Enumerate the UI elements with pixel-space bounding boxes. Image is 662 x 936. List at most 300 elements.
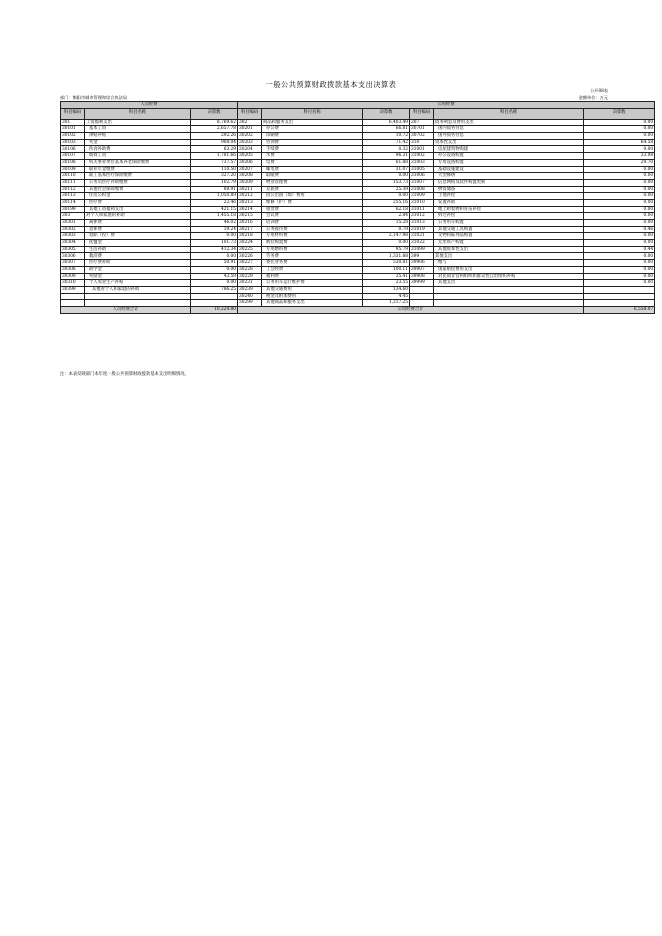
amount-cell: 33.98 xyxy=(584,153,655,160)
amount-cell: 95.79 xyxy=(363,246,410,253)
amount-cell: 4.45 xyxy=(363,293,410,300)
code-cell: 30103 xyxy=(61,139,85,146)
code-cell: 301 xyxy=(61,119,85,126)
name-cell: 公务接待费 xyxy=(262,226,363,233)
name-cell: 公务员医疗补助缴费 xyxy=(85,179,191,186)
code-cell: 30201 xyxy=(238,126,262,133)
name-cell: 退职（役）费 xyxy=(85,233,191,240)
code-cell: 30303 xyxy=(61,233,85,240)
name-cell: 商品和服务支出 xyxy=(262,119,363,126)
amount-cell: 255.16 xyxy=(363,199,410,206)
code-cell: 30214 xyxy=(238,206,262,213)
name-cell: 电费 xyxy=(262,159,363,166)
footnote: 注：本表反映部门本年度一般公共预算财政拨款基本支出明细情况。 xyxy=(60,372,189,377)
code-cell: 302 xyxy=(238,119,262,126)
code-cell: 30217 xyxy=(238,226,262,233)
code-cell: 30225 xyxy=(238,246,262,253)
table-row xyxy=(61,240,655,247)
amount-cell: 50.91 xyxy=(191,260,238,267)
name-header: 科目名称 xyxy=(85,108,191,119)
name-cell: 物资储备 xyxy=(434,186,584,193)
amount-cell: 23.55 xyxy=(363,280,410,287)
name-cell: 基础设施建设 xyxy=(434,166,584,173)
code-cell: 31008 xyxy=(410,186,434,193)
amount-cell: 0.00 xyxy=(584,186,655,193)
unit-label: 金额单位：万元 xyxy=(578,95,608,100)
code-cell: 30211 xyxy=(238,186,262,193)
totals-row xyxy=(61,306,655,313)
amount-cell: 2,147.98 xyxy=(363,233,410,240)
name-cell: 房屋建筑物购建 xyxy=(434,146,584,153)
amount-cell: 0.00 xyxy=(584,266,655,273)
code-cell: 30304 xyxy=(61,240,85,247)
table-row xyxy=(61,226,655,233)
code-cell: 39907 xyxy=(410,266,434,273)
expenditure-table xyxy=(60,101,655,314)
name-cell: 赠与 xyxy=(434,260,584,267)
code-cell: 30205 xyxy=(238,153,262,160)
table-row xyxy=(61,179,655,186)
name-cell: 其他社会保障缴费 xyxy=(85,186,191,193)
table-row xyxy=(61,300,655,307)
code-header: 科目编码 xyxy=(61,108,85,119)
code-cell: 30299 xyxy=(238,300,262,307)
code-cell: 30231 xyxy=(238,280,262,287)
name-cell: 办公费 xyxy=(262,126,363,133)
name-cell: 水费 xyxy=(262,153,363,160)
amount-cell: 0.00 xyxy=(584,253,655,260)
table-row xyxy=(61,233,655,240)
amount-cell: 22.46 xyxy=(191,199,238,206)
table-row xyxy=(61,166,655,173)
amount-cell: 0.00 xyxy=(584,133,655,140)
name-cell: 办公设备购置 xyxy=(434,153,584,160)
name-cell xyxy=(434,293,584,300)
name-cell: 邮电费 xyxy=(262,166,363,173)
name-cell: 因公出国（境）费用 xyxy=(262,193,363,200)
form-number: 公开08表 xyxy=(590,88,608,93)
code-cell: 31022 xyxy=(410,240,434,247)
name-cell: 助学金 xyxy=(85,266,191,273)
name-cell: 基本工资 xyxy=(85,126,191,133)
code-cell: 30212 xyxy=(238,193,262,200)
name-cell: 住房公积金 xyxy=(85,193,191,200)
name-cell: 租赁费 xyxy=(262,206,363,213)
name-cell: 国内债务付息 xyxy=(434,126,584,133)
name-cell: 信息网络及软件购置更新 xyxy=(434,179,584,186)
amount-cell xyxy=(191,293,238,300)
code-cell: 30114 xyxy=(61,199,85,206)
amount-cell: 412.34 xyxy=(191,246,238,253)
code-cell: 30199 xyxy=(61,206,85,213)
code-cell: 30228 xyxy=(238,266,262,273)
amount-cell: 25.39 xyxy=(363,186,410,193)
name-cell: 劳务费 xyxy=(262,253,363,260)
amount-header: 决算数 xyxy=(584,108,655,119)
amount-cell: 1,050.89 xyxy=(191,193,238,200)
code-cell: 31021 xyxy=(410,233,434,240)
amount-cell: 0.00 xyxy=(584,199,655,206)
amount-cell: 29.70 xyxy=(584,159,655,166)
personnel-group-header: 人员经费 xyxy=(61,102,238,109)
table-row xyxy=(61,126,655,133)
amount-cell: 0.00 xyxy=(584,206,655,213)
table-row xyxy=(61,260,655,267)
table-row xyxy=(61,273,655,280)
amount-cell: 0.00 xyxy=(191,253,238,260)
name-cell: 职工基本医疗保险缴费 xyxy=(85,173,191,180)
code-cell: 30229 xyxy=(238,273,262,280)
name-cell: 安置补助 xyxy=(434,199,584,206)
amount-cell: 64.58 xyxy=(584,139,655,146)
code-cell: 30227 xyxy=(238,260,262,267)
amount-cell: 908.04 xyxy=(191,139,238,146)
name-cell: 印刷费 xyxy=(262,133,363,140)
code-cell: 30113 xyxy=(61,193,85,200)
name-cell: 福利费 xyxy=(262,273,363,280)
code-cell: 31099 xyxy=(410,246,434,253)
code-cell: 31009 xyxy=(410,193,434,200)
code-cell: 30306 xyxy=(61,253,85,260)
code-cell: 30302 xyxy=(61,226,85,233)
amount-cell: 0.79 xyxy=(363,226,410,233)
code-cell xyxy=(410,286,434,293)
code-cell: 30111 xyxy=(61,179,85,186)
amount-cell xyxy=(191,300,238,307)
code-cell: 30206 xyxy=(238,159,262,166)
code-cell: 31001 xyxy=(410,146,434,153)
name-cell: 土地补偿 xyxy=(434,193,584,200)
amount-cell: 0.00 xyxy=(191,280,238,287)
name-cell xyxy=(434,300,584,307)
name-cell: 退休费 xyxy=(85,226,191,233)
amount-cell: 35.41 xyxy=(363,273,410,280)
code-cell: 30239 xyxy=(238,286,262,293)
name-cell: 专用燃料费 xyxy=(262,246,363,253)
amount-cell: 327.20 xyxy=(191,173,238,180)
name-cell: 救济费 xyxy=(85,253,191,260)
code-cell xyxy=(410,300,434,307)
amount-cell: 0.00 xyxy=(584,126,655,133)
amount-cell: 1,217.25 xyxy=(363,300,410,307)
amount-cell: 0.00 xyxy=(584,233,655,240)
amount-cell: 0.00 xyxy=(363,240,410,247)
department-label: 部门：衡阳市城市管理和综合执法局 xyxy=(60,95,128,100)
amount-cell: 0.00 xyxy=(584,260,655,267)
amount-cell: 421.15 xyxy=(191,206,238,213)
name-cell: 生活补助 xyxy=(85,246,191,253)
table-row xyxy=(61,286,655,293)
name-cell: 债务利息及费用支出 xyxy=(434,119,584,126)
code-cell: 30307 xyxy=(61,260,85,267)
name-cell: 手续费 xyxy=(262,146,363,153)
name-cell: 奖金 xyxy=(85,139,191,146)
amount-cell: 134.60 xyxy=(363,286,410,293)
amount-cell: 292.26 xyxy=(191,133,238,140)
name-header: 科目名称 xyxy=(434,108,584,119)
amount-cell: 0.44 xyxy=(584,246,655,253)
table-row xyxy=(61,253,655,260)
amount-cell: 153.73 xyxy=(363,179,410,186)
name-cell: 差旅费 xyxy=(262,186,363,193)
name-cell: 大型修缮 xyxy=(434,173,584,180)
public-total-label: 公用经费合计 xyxy=(238,306,584,313)
amount-cell: 15.28 xyxy=(363,220,410,227)
amount-cell: 0.00 xyxy=(584,166,655,173)
amount-cell: 1,781.66 xyxy=(191,153,238,160)
table-row xyxy=(61,133,655,140)
code-cell: 310 xyxy=(410,139,434,146)
amount-cell: 0.46 xyxy=(584,226,655,233)
name-cell: 拆迁补偿 xyxy=(434,213,584,220)
name-cell: 工资福利支出 xyxy=(85,119,191,126)
code-cell: 303 xyxy=(61,213,85,220)
amount-cell: 43.59 xyxy=(191,273,238,280)
code-cell: 30208 xyxy=(238,173,262,180)
table-row xyxy=(61,139,655,146)
code-cell: 31006 xyxy=(410,173,434,180)
page-title: 一般公共预算财政拨款基本支出决算表 xyxy=(265,80,397,89)
table-row xyxy=(61,186,655,193)
amount-cell: 31.07 xyxy=(363,166,410,173)
code-cell: 30209 xyxy=(238,179,262,186)
name-cell: 维修（护）费 xyxy=(262,199,363,206)
name-cell: 对个人和家庭的补助 xyxy=(85,213,191,220)
amount-cell: 0.00 xyxy=(584,220,655,227)
table-row xyxy=(61,293,655,300)
name-cell: 医疗费补助 xyxy=(85,260,191,267)
name-cell: 税金及附加费用 xyxy=(262,293,363,300)
amount-cell xyxy=(584,300,655,307)
name-cell: 伙食补助费 xyxy=(85,146,191,153)
name-cell: 取暖费 xyxy=(262,173,363,180)
table-row xyxy=(61,220,655,227)
amount-cell: 0.00 xyxy=(584,179,655,186)
amount-cell: 102.79 xyxy=(191,179,238,186)
code-cell: 30202 xyxy=(238,133,262,140)
amount-cell: 96.31 xyxy=(363,153,410,160)
table-row xyxy=(61,199,655,206)
code-cell xyxy=(61,293,85,300)
name-cell: 其他交通工具购置 xyxy=(434,226,584,233)
name-cell: 专用材料费 xyxy=(262,233,363,240)
amount-cell: 101.73 xyxy=(191,240,238,247)
name-cell xyxy=(85,293,191,300)
code-cell: 30399 xyxy=(61,286,85,293)
name-cell: 绩效工资 xyxy=(85,153,191,160)
table-row xyxy=(61,119,655,126)
amount-cell: 63.29 xyxy=(191,146,238,153)
table-row xyxy=(61,266,655,273)
personnel-total-label: 人员经费合计 xyxy=(61,306,191,313)
code-cell xyxy=(410,293,434,300)
code-cell: 31007 xyxy=(410,179,434,186)
name-cell: 培训费 xyxy=(262,220,363,227)
code-cell: 30106 xyxy=(61,146,85,153)
name-cell: 津贴补贴 xyxy=(85,133,191,140)
code-cell: 30102 xyxy=(61,133,85,140)
table-row xyxy=(61,280,655,287)
code-cell: 31003 xyxy=(410,159,434,166)
name-cell: 国外债务付息 xyxy=(434,133,584,140)
name-cell: 其他商品和服务支出 xyxy=(262,300,363,307)
code-cell: 30107 xyxy=(61,153,85,160)
name-cell: 其他支出 xyxy=(434,253,584,260)
amount-cell: 0.00 xyxy=(584,173,655,180)
amount-cell: 0.00 xyxy=(584,193,655,200)
code-cell: 30203 xyxy=(238,139,262,146)
code-cell: 30110 xyxy=(61,173,85,180)
amount-cell: 0.00 xyxy=(363,173,410,180)
name-cell: 抚恤金 xyxy=(85,240,191,247)
name-cell: 离休费 xyxy=(85,220,191,227)
name-cell: 其他支出 xyxy=(434,280,584,287)
code-cell: 31002 xyxy=(410,153,434,160)
code-cell: 30309 xyxy=(61,273,85,280)
name-cell: 其他对个人和家庭的补助 xyxy=(85,286,191,293)
name-cell: 工会经费 xyxy=(262,266,363,273)
name-cell: 无形资产购置 xyxy=(434,240,584,247)
code-cell: 30308 xyxy=(61,266,85,273)
name-cell: 机关事业单位基本养老保险缴费 xyxy=(85,159,191,166)
code-cell: 30240 xyxy=(238,293,262,300)
name-cell: 公务用车购置 xyxy=(434,220,584,227)
name-cell: 地上附着物和青苗补偿 xyxy=(434,206,584,213)
code-cell: 30305 xyxy=(61,246,85,253)
personnel-total-value: 10,224.80 xyxy=(191,306,238,313)
amount-cell: 2.84 xyxy=(363,213,410,220)
code-cell: 307 xyxy=(410,119,434,126)
code-cell xyxy=(61,300,85,307)
code-cell: 30207 xyxy=(238,166,262,173)
code-cell: 31010 xyxy=(410,199,434,206)
table-row xyxy=(61,146,655,153)
amount-cell: 2,657.78 xyxy=(191,126,238,133)
name-cell: 其他工资福利支出 xyxy=(85,206,191,213)
amount-cell: 1,455.18 xyxy=(191,213,238,220)
code-cell: 30301 xyxy=(61,220,85,227)
code-cell: 30310 xyxy=(61,280,85,287)
amount-cell: 0.00 xyxy=(191,233,238,240)
amount-cell: 737.57 xyxy=(191,159,238,166)
code-cell: 30112 xyxy=(61,186,85,193)
amount-cell: 66.81 xyxy=(363,126,410,133)
name-cell: 物业管理费 xyxy=(262,179,363,186)
amount-cell: 61.88 xyxy=(363,159,410,166)
amount-cell: 0.00 xyxy=(584,280,655,287)
code-cell: 30204 xyxy=(238,146,262,153)
amount-cell: 19.24 xyxy=(191,226,238,233)
public-group-header: 公用经费 xyxy=(238,102,655,109)
table-row xyxy=(61,213,655,220)
code-cell: 39906 xyxy=(410,260,434,267)
amount-cell: 0.00 xyxy=(584,273,655,280)
name-cell: 其他资本性支出 xyxy=(434,246,584,253)
name-cell: 公务用车运行维护费 xyxy=(262,280,363,287)
name-cell: 医疗费 xyxy=(85,199,191,206)
code-cell: 39908 xyxy=(410,273,434,280)
table-row xyxy=(61,246,655,253)
amount-cell: 786.25 xyxy=(191,286,238,293)
name-cell: 对民间非营利组织和群众性自治组织补贴 xyxy=(434,273,584,280)
name-cell: 被装购置费 xyxy=(262,240,363,247)
amount-cell: 0.00 xyxy=(584,146,655,153)
code-cell: 31012 xyxy=(410,213,434,220)
amount-cell: 6,403.49 xyxy=(363,119,410,126)
code-cell: 30215 xyxy=(238,213,262,220)
name-cell: 职业年金缴费 xyxy=(85,166,191,173)
table-row xyxy=(61,206,655,213)
name-cell: 专用设备购置 xyxy=(434,159,584,166)
public-total-value: 6,558.07 xyxy=(584,306,655,313)
code-header: 科目编码 xyxy=(410,108,434,119)
amount-cell: 8,769.62 xyxy=(191,119,238,126)
name-cell: 资本性支出 xyxy=(434,139,584,146)
code-cell: 30226 xyxy=(238,253,262,260)
name-cell: 其他交通费用 xyxy=(262,286,363,293)
name-cell: 国家赔偿费用支出 xyxy=(434,266,584,273)
code-cell: 31019 xyxy=(410,226,434,233)
amount-cell: 0.00 xyxy=(191,266,238,273)
code-cell: 39999 xyxy=(410,280,434,287)
code-cell: 30701 xyxy=(410,126,434,133)
code-cell: 30101 xyxy=(61,126,85,133)
amount-cell: 1,331.88 xyxy=(363,253,410,260)
amount-cell: 71.42 xyxy=(363,139,410,146)
code-cell: 31005 xyxy=(410,166,434,173)
name-cell xyxy=(85,300,191,307)
amount-cell: 46.02 xyxy=(191,220,238,227)
amount-header: 决算数 xyxy=(363,108,410,119)
code-cell: 31011 xyxy=(410,206,434,213)
code-cell: 30213 xyxy=(238,199,262,206)
amount-cell: 0.00 xyxy=(584,240,655,247)
amount-cell: 0.00 xyxy=(584,213,655,220)
name-header: 科目名称 xyxy=(262,108,363,119)
name-cell: 奖励金 xyxy=(85,273,191,280)
name-cell: 咨询费 xyxy=(262,139,363,146)
code-header: 科目编码 xyxy=(238,108,262,119)
amount-cell: 100.11 xyxy=(363,266,410,273)
amount-cell: 89.91 xyxy=(191,186,238,193)
amount-cell: 0.32 xyxy=(363,146,410,153)
amount-header: 决算数 xyxy=(191,108,238,119)
amount-cell: 530.81 xyxy=(363,260,410,267)
amount-cell: 0.00 xyxy=(363,193,410,200)
amount-cell: 110.50 xyxy=(191,166,238,173)
code-cell: 399 xyxy=(410,253,434,260)
code-cell: 30108 xyxy=(61,159,85,166)
code-cell: 30216 xyxy=(238,220,262,227)
amount-cell: 62.18 xyxy=(363,206,410,213)
table-body xyxy=(61,119,655,306)
name-cell: 会议费 xyxy=(262,213,363,220)
amount-cell xyxy=(584,293,655,300)
code-cell: 30702 xyxy=(410,133,434,140)
name-cell: 文物和陈列品购置 xyxy=(434,233,584,240)
table-row xyxy=(61,153,655,160)
table-row xyxy=(61,159,655,166)
amount-cell: 10.72 xyxy=(363,133,410,140)
code-cell: 30224 xyxy=(238,240,262,247)
code-cell: 30218 xyxy=(238,233,262,240)
name-cell xyxy=(434,286,584,293)
code-cell: 30109 xyxy=(61,166,85,173)
amount-cell xyxy=(584,286,655,293)
name-cell: 委托业务费 xyxy=(262,260,363,267)
code-cell: 31013 xyxy=(410,220,434,227)
table-row xyxy=(61,173,655,180)
